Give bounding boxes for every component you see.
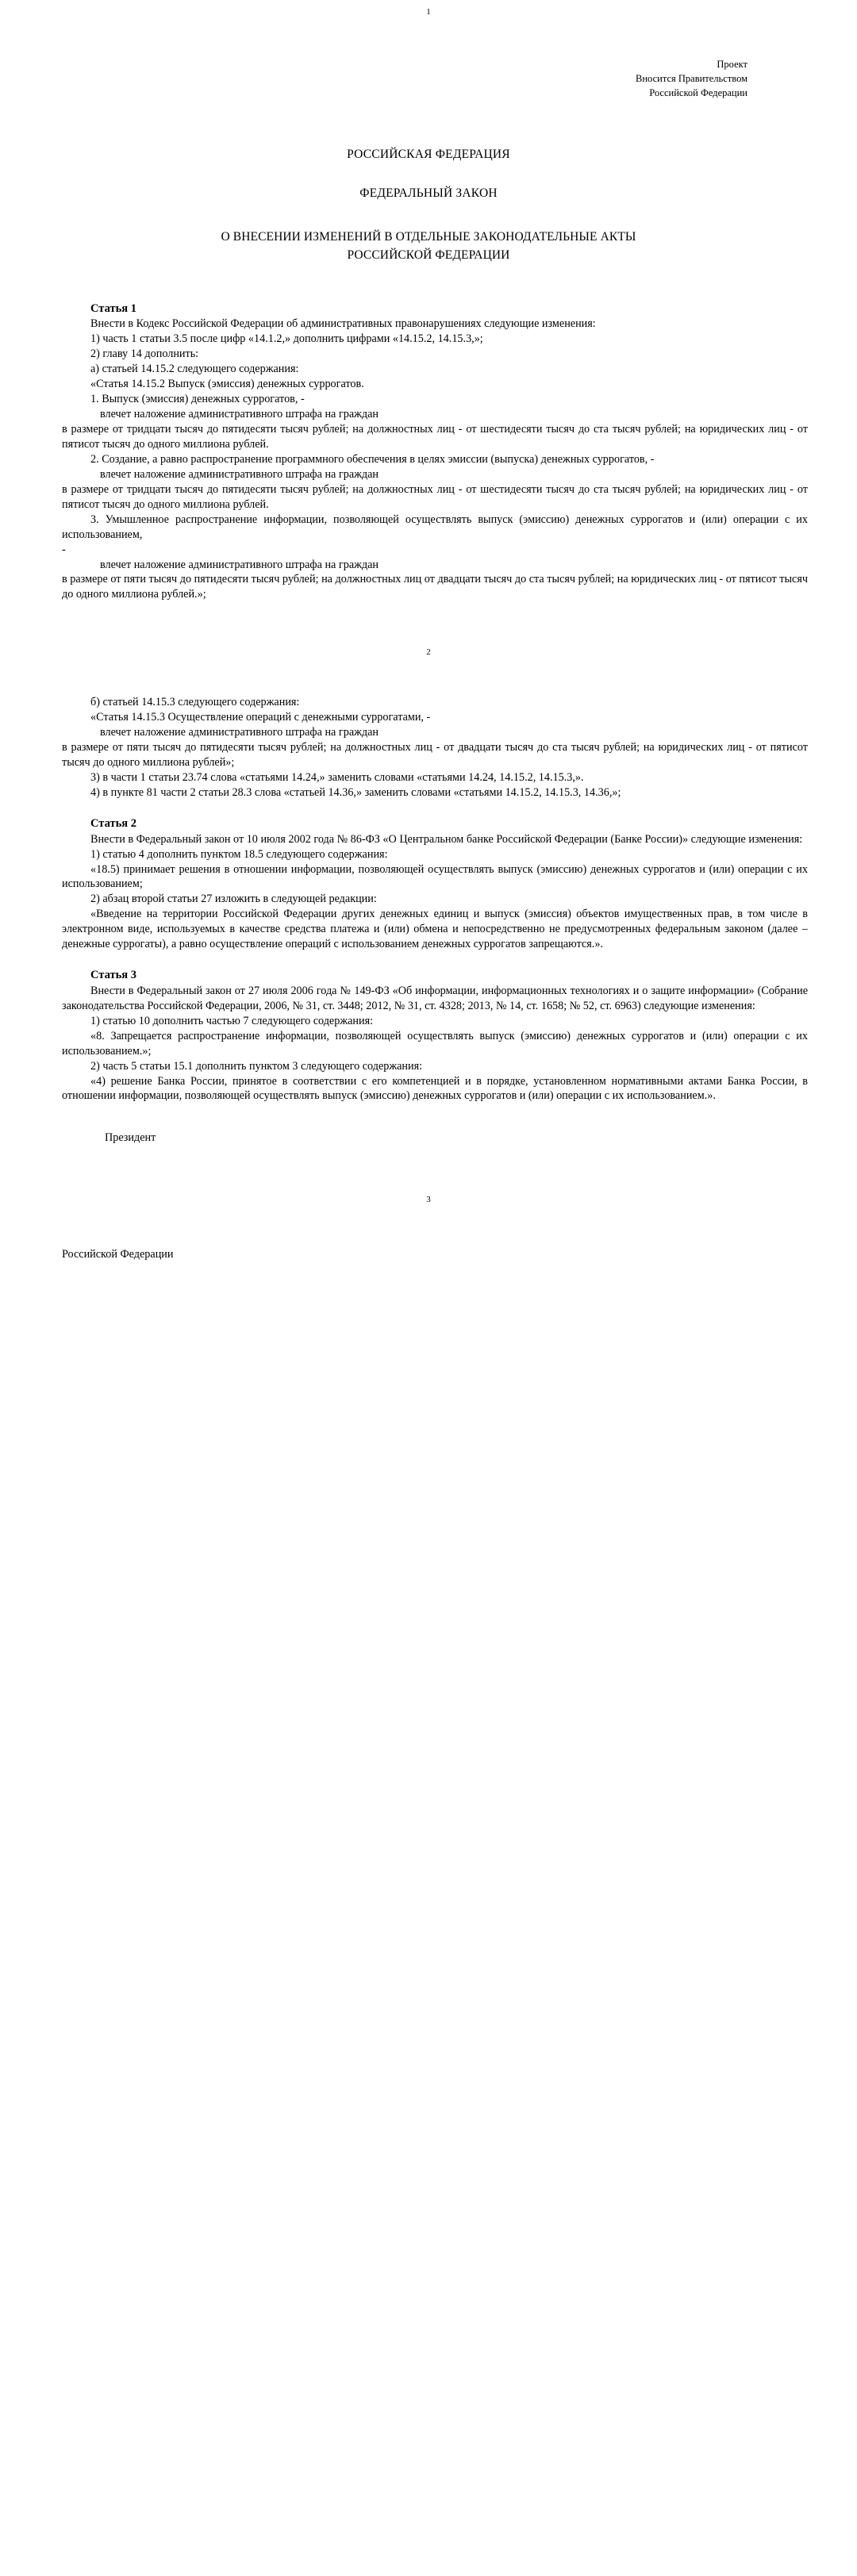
page-number-1: 1 [426,7,431,17]
page-3 [0,1146,857,1282]
title-subject-line-2: РОССИЙСКОЙ ФЕДЕРАЦИИ [347,248,510,263]
article-14-15-2-part-3-penalty-lead: влечет наложение административного штрафа на граждан [100,558,379,571]
article-14-15-2-part-3-penalty-body: в размере от пяти тысяч до пятидесяти тысяч рублей; на должностных лиц от двадцати тысяч до ста тысяч рублей; на юридических лиц - от пятисот тысяч до одного миллиона рублей.»; [62,573,808,601]
page-number-2: 2 [426,647,431,658]
page-number-3: 3 [426,1195,431,1205]
page-1-body [0,301,857,603]
article-2-item-1-text: «18.5) принимает решения в отношении информации, позволяющей осуществлять выпуск (эмиссию) денежных суррогатов и (или) операции с их использованием; [62,862,808,891]
article-3-item-2-text: «4) решение Банка России, принятое в соответствии с его компетенцией и в порядке, установленном нормативными актами Банка России, в отношении информации, позволяющей осуществлять выпуск (эмиссию) денежных суррогатов и (или) операции с их использованием.». [62,1074,808,1103]
article-1-item-4: 4) в пункте 81 части 2 статьи 28.3 слова «статьей 14.36,» заменить словами «статьями 14.15.2, 14.15.3, 14.36,»; [90,786,621,800]
article-14-15-2-part-3-dash: - [62,543,66,556]
article-2-heading: Статья 2 [90,817,136,831]
article-14-15-2-part-1-penalty-body: в размере от тридцати тысяч до пятидесяти тысяч рублей; на должностных лиц - от шестидесяти тысяч до ста тысяч рублей; на юридических лиц - от пятисот тысяч до одного миллиона рублей. [62,422,808,451]
article-14-15-2-part-2-offence: 2. Создание, а равно распространение программного обеспечения в целях эмиссии (выпуска) денежных суррогатов, - [90,452,655,466]
article-3-item-2: 2) часть 5 статьи 15.1 дополнить пунктом 3 следующего содержания: [90,1059,423,1073]
page-2-body [0,695,857,1104]
signature-country: Российской Федерации [62,1248,174,1261]
title-law-type: ФЕДЕРАЛЬНЫЙ ЗАКОН [359,186,498,200]
document-header-block [0,58,857,100]
article-2-intro: Внести в Федеральный закон от 10 июля 2002 года № 86-ФЗ «О Центральном банке Российской Федерации (Банке России)» следующие изменения: [90,832,803,846]
spacer-page3-top [0,1146,857,1196]
article-14-15-3-penalty-lead: влечет наложение административного штрафа на граждан [100,726,379,739]
article-1-item-1: 1) часть 1 статьи 3.5 после цифр «14.1.2,» дополнить цифрами «14.15.2, 14.15.3,»; [90,332,483,346]
article-3-item-1: 1) статью 10 дополнить частью 7 следующего содержания: [90,1014,374,1027]
document-title-block [0,146,857,264]
spacer-title [0,100,857,146]
article-1-item-3: 3) в части 1 статьи 23.74 слова «статьями 14.24,» заменить словами «статьями 14.24, 14.15.2, 14.15.3,». [90,771,584,785]
article-1-item-2b: б) статьей 14.15.3 следующего содержания: [90,696,300,709]
spacer-article-3 [62,952,808,968]
article-14-15-2-part-1-penalty-lead: влечет наложение административного штрафа на граждан [100,407,379,420]
spacer-page3-bottom [0,1263,857,1282]
header-draft-label: Проект [717,59,747,70]
article-2-item-2: 2) абзац второй статьи 27 изложить в следующей редакции: [90,893,377,906]
article-1-item-2a: а) статьей 14.15.2 следующего содержания: [90,363,299,376]
article-14-15-2-title: «Статья 14.15.2 Выпуск (эмиссия) денежных суррогатов. [90,378,364,391]
spacer-body [0,265,857,301]
article-3-heading: Статья 3 [90,969,136,982]
spacer-title-b [0,202,857,228]
article-14-15-2-part-3-offence: 3. Умышленное распространение информации, позволяющей осуществлять выпуск (эмиссию) денежных суррогатов и (или) операции с их использованием, [62,513,808,541]
spacer-title-a [0,164,857,185]
article-3-item-1-text: «8. Запрещается распространение информации, позволяющей осуществлять выпуск (эмиссию) денежных суррогатов и (или) операции с их использованием.»; [62,1029,808,1058]
article-1-item-2: 2) главу 14 дополнить: [90,347,199,361]
signature-title: Президент [105,1131,156,1145]
page-1 [0,0,857,602]
article-14-15-2-part-2-penalty-body: в размере от тридцати тысяч до пятидесяти тысяч рублей; на должностных лиц - от шестидесяти тысяч до ста тысяч рублей; на юридических лиц - от пятисот тысяч до одного миллиона рублей. [62,482,808,511]
header-submitted-by-line: Вносится Правительством [636,72,747,84]
article-2-item-1: 1) статью 4 дополнить пунктом 18.5 следующего содержания: [90,847,388,861]
spacer-signature [0,1104,857,1131]
page-2 [0,602,857,1146]
spacer-page2-body [0,657,857,695]
title-country: РОССИЙСКАЯ ФЕДЕРАЦИЯ [347,148,510,162]
article-3-intro: Внести в Федеральный закон от 27 июля 2006 года № 149-ФЗ «Об информации, информационных технологиях и о защите информации» (Собрание законодательства Российской Федерации, 2006, № 31, ст. 3448; 2012, № 31, ст. 4328; 2013, № 14, ст. 1658; № 52, ст. 6963) следующие изменения: [62,984,808,1012]
spacer-page2-top [0,602,857,648]
article-1-intro: Внести в Кодекс Российской Федерации об административных правонарушениях следующие изменения: [90,317,596,331]
article-14-15-3-penalty-body: в размере от пяти тысяч до пятидесяти тысяч рублей; на должностных лиц - от двадцати тысяч до ста тысяч рублей; на юридических лиц - от пятисот тысяч до одного миллиона рублей»; [62,741,808,770]
spacer-header [0,17,857,58]
article-14-15-3-title: «Статья 14.15.3 Осуществление операций с денежными суррогатами, - [90,711,431,724]
article-14-15-2-part-2-penalty-lead: влечет наложение административного штрафа на граждан [100,467,379,481]
spacer-article-2 [62,800,808,816]
article-14-15-2-part-1-offence: 1. Выпуск (эмиссия) денежных суррогатов, - [90,393,305,406]
title-subject-line-1: О ВНЕСЕНИИ ИЗМЕНЕНИЙ В ОТДЕЛЬНЫЕ ЗАКОНОДАТЕЛЬНЫЕ АКТЫ [221,230,636,244]
article-1-heading: Статья 1 [90,301,136,315]
article-2-item-2-text: «Введение на территории Российской Федерации других денежных единиц и выпуск (эмиссия) объектов имущественных прав, в том числе в электронном виде, используемых в качестве средства платежа и (или) обмена и непосредственно не предусмотренных федеральным законом (далее – денежные суррогаты), а равно осуществление операций с использованием денежных суррогатов запрещаются.». [62,908,808,951]
spacer-page3-body [0,1204,857,1247]
header-submitted-by-country: Российской Федерации [649,86,747,98]
